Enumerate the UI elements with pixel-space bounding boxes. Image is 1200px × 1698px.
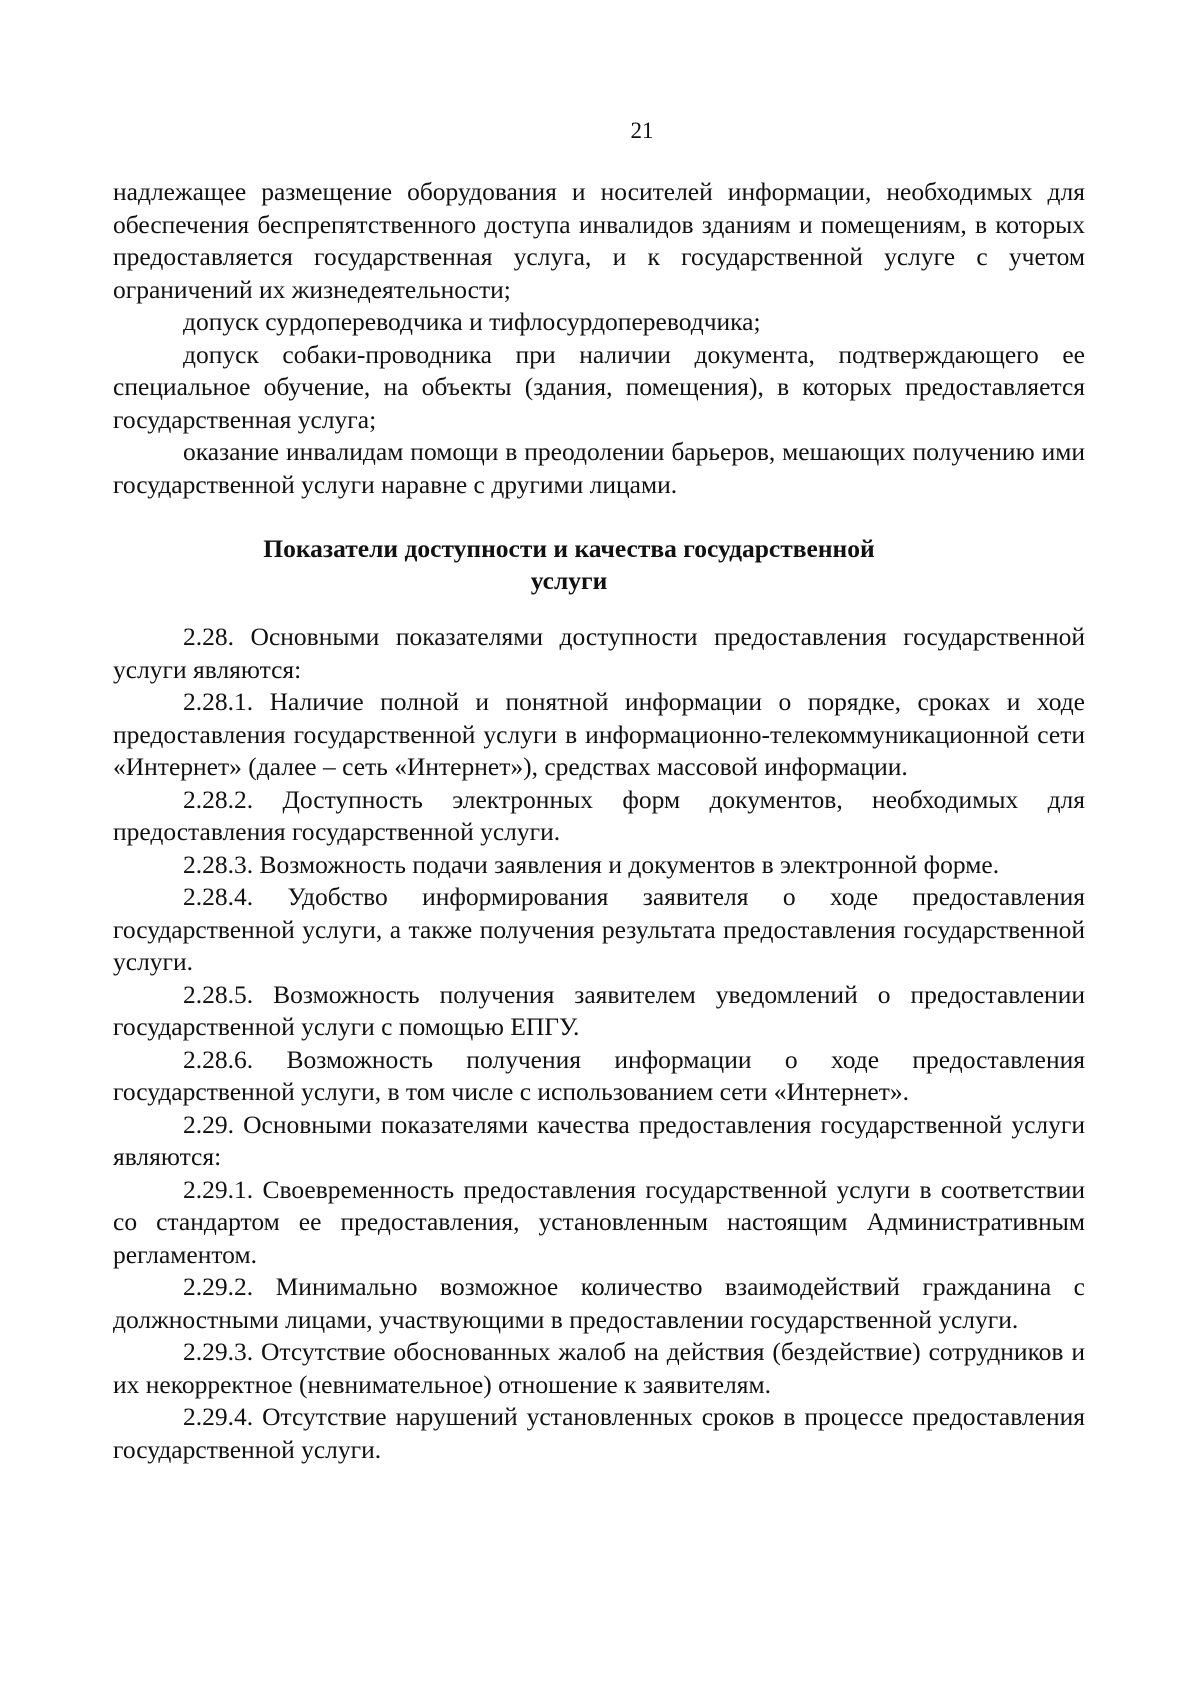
paragraph: 2.28.3. Возможность подачи заявления и документов в электронной форме. — [183, 849, 1000, 879]
paragraph: 2.28.6. Возможность получения информации о ходе предоставления государственной услуги, в том числе с использованием сети «Интернет». — [113, 1044, 1085, 1106]
section-heading: Показатели доступности и качества государственной услуги — [263, 534, 875, 595]
paragraph: 2.29.3. Отсутствие обоснованных жалоб на действия (бездействие) сотрудников и их некорректное (невнимательное) отношение к заявителям. — [113, 1337, 1085, 1399]
paragraph: оказание инвалидам помощи в преодолении барьеров, мешающих получению ими государственной услуги наравне с другими лицами. — [113, 437, 1085, 499]
paragraph: 2.28.2. Доступность электронных форм документов, необходимых для предоставления государственной услуги. — [113, 784, 1085, 846]
page-number: 21 — [630, 118, 654, 143]
paragraph: допуск собаки-проводника при наличии документа, подтверждающего ее специальное обучение, на объекты (здания, помещения), в которых предоставляется государственная услуга; — [113, 339, 1085, 434]
paragraph: 2.29.4. Отсутствие нарушений установленных сроков в процессе предоставления государственной услуги. — [113, 1402, 1085, 1464]
paragraph: 2.28.1. Наличие полной и понятной информации о порядке, сроках и ходе предоставления государственной услуги в информационно-телекоммуникационной сети «Интернет» (далее – сеть «Интернет»), средствах массовой информации. — [113, 687, 1085, 781]
paragraph: допуск сурдопереводчика и тифлосурдопереводчика; — [183, 307, 761, 336]
paragraph: 2.28.5. Возможность получения заявителем уведомлений о предоставлении государственной услуги с помощью ЕПГУ. — [113, 979, 1085, 1041]
paragraph: 2.28. Основными показателями доступности предоставления государственной услуги являются: — [113, 622, 1085, 684]
document-body — [113, 176, 1085, 1466]
paragraph: 2.29.1. Своевременность предоставления государственной услуги в соответствии со стандартом ее предоставления, установленным настоящим Административным регламентом. — [113, 1174, 1085, 1269]
paragraph: 2.29.2. Минимально возможное количество взаимодействий гражданина с должностными лицами, участвующими в предоставлении государственной услуги. — [113, 1272, 1085, 1334]
paragraph: 2.29. Основными показателями качества предоставления государственной услуги являются: — [113, 1109, 1085, 1171]
paragraph: надлежащее размещение оборудования и носителей информации, необходимых для обеспечения беспрепятственного доступа инвалидов зданиям и помещениям, в которых предоставляется государственная услуга, и к государственной услуге с учетом ограничений их жизнедеятельности; — [113, 177, 1085, 304]
paragraph: 2.28.4. Удобство информирования заявителя о ходе предоставления государственной услуги, а также получения результата предоставления государственной услуги. — [113, 882, 1085, 976]
